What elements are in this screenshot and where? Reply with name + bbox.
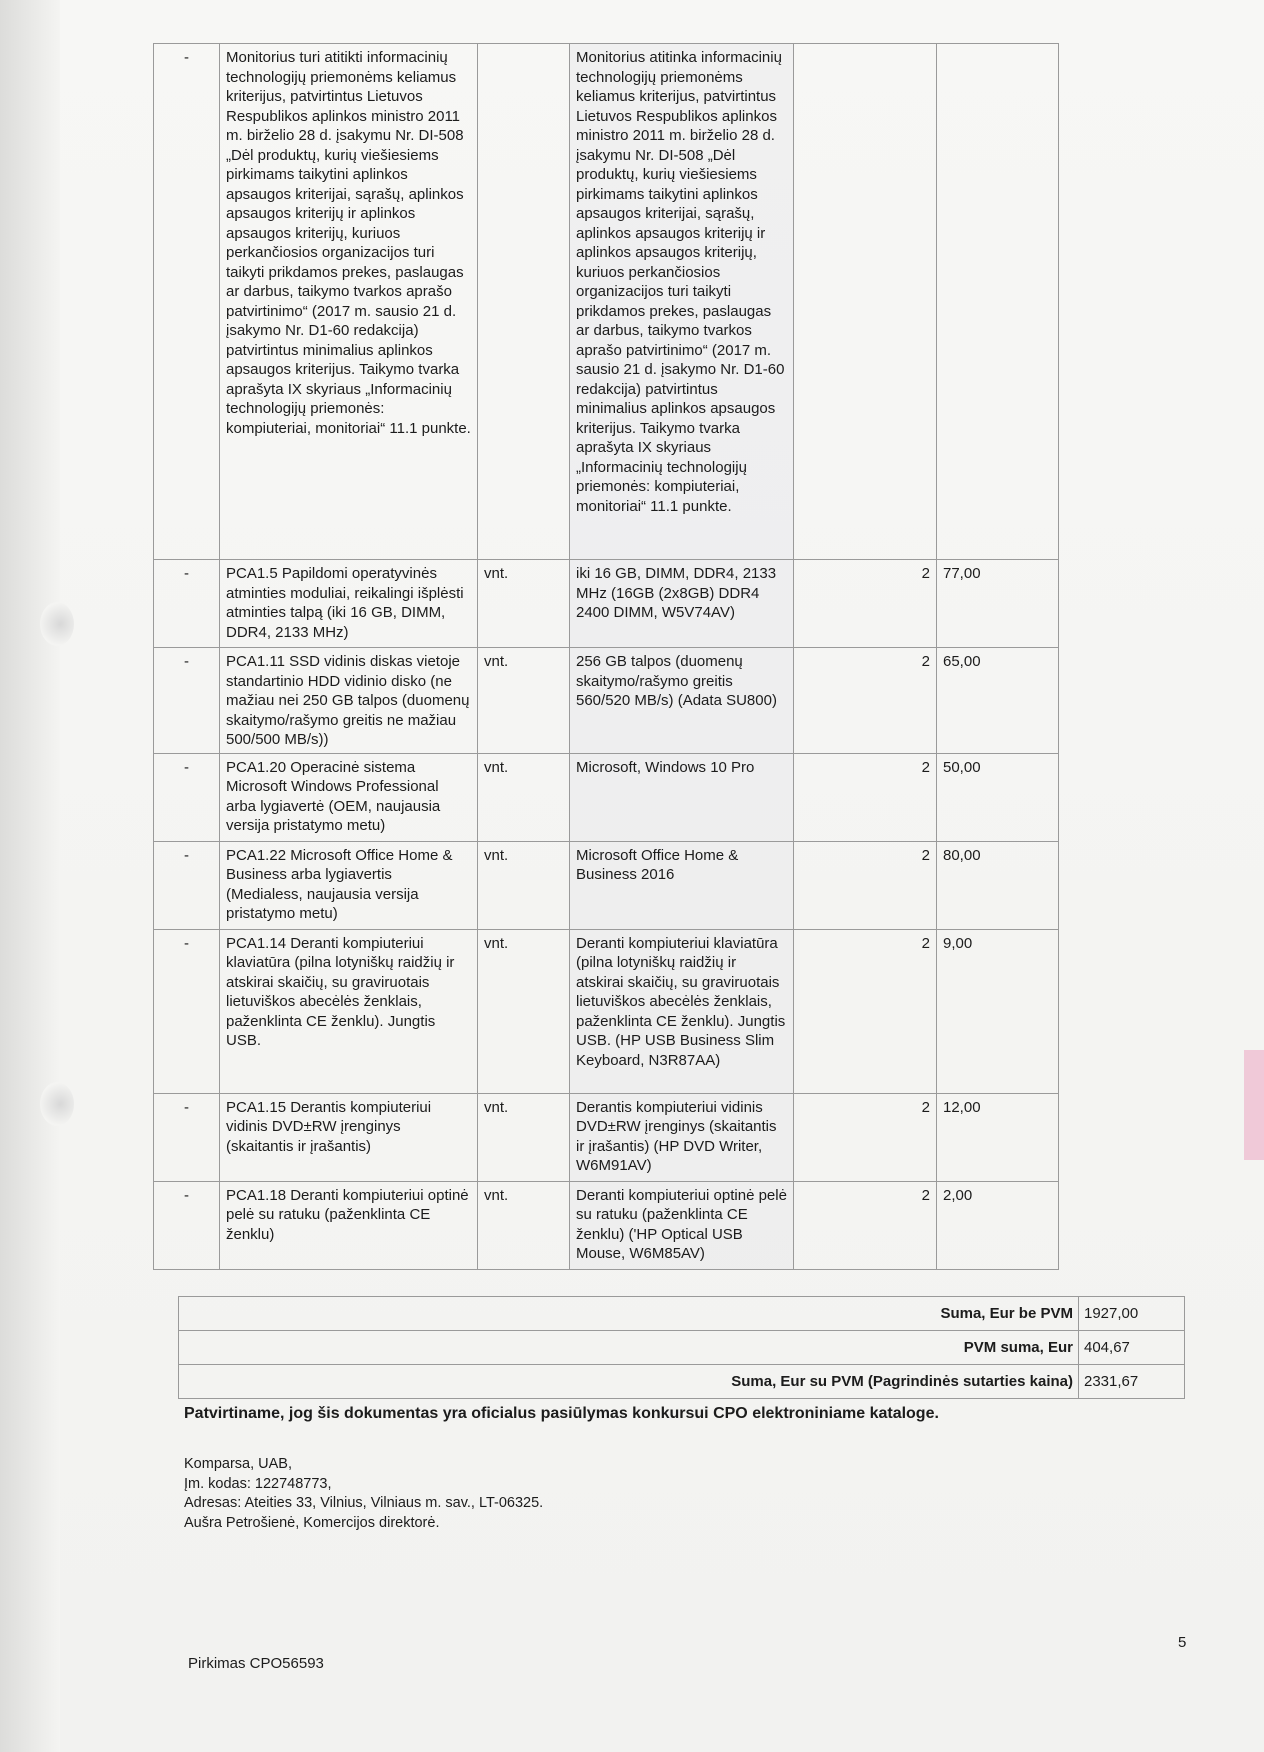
price-cell: 65,00 — [937, 648, 1059, 754]
table-row — [154, 44, 1059, 560]
unit-cell: vnt. — [478, 1181, 570, 1269]
quantity-cell: 2 — [794, 560, 937, 648]
requirement-cell: PCA1.14 Deranti kompiuteriui klaviatūra (pilna lotyniškų raidžių ir atskirai skaičių, su graviruotais lietuviškos abecėlės ženklais, paženklinta CE ženklu). Jungtis USB. — [220, 929, 478, 1093]
unit-cell: vnt. — [478, 560, 570, 648]
company-address: Adresas: Ateities 33, Vilnius, Vilniaus m. sav., LT-06325. — [184, 1495, 544, 1511]
total-row — [179, 1331, 1185, 1365]
page-number: 5 — [1178, 1634, 1187, 1651]
company-signatory: Aušra Petrošienė, Komercijos direktorė. — [184, 1514, 440, 1531]
requirement-cell: PCA1.5 Papildomi operatyvinės atminties moduliai, reikalingi išplėsti atminties talpą (iki 16 GB, DIMM, DDR4, 2133 MHz) — [220, 560, 478, 648]
requirement-cell: PCA1.20 Operacinė sistema Microsoft Windows Professional arba lygiavertė (OEM, naujausia versija pristatymo metu) — [220, 753, 478, 841]
requirement-cell: PCA1.11 SSD vidinis diskas vietoje standartinio HDD vidinio disko (ne mažiau nei 250 GB talpos (duomenų skaitymo/rašymo greitis ne mažiau 500/500 MB/s)) — [220, 648, 478, 754]
quantity-cell: 2 — [794, 841, 937, 929]
quantity-cell: 2 — [794, 929, 937, 1093]
price-cell — [937, 44, 1059, 560]
offer-cell: Deranti kompiuteriui klaviatūra (pilna lotyniškų raidžių ir atskirai skaičių, su graviruotais lietuviškos abecėlės ženklais, paženklinta CE ženklu). Jungtis USB. (HP USB Business Slim Keyboard, N3R87AA) — [570, 929, 794, 1093]
total-row — [179, 1365, 1185, 1399]
row-marker: - — [154, 560, 220, 648]
total-value: 1927,00 — [1079, 1297, 1185, 1331]
confirmation-statement: Patvirtiname, jog šis dokumentas yra oficialus pasiūlymas konkursui CPO elektroniniame kataloge. — [184, 1405, 939, 1422]
requirement-cell: PCA1.22 Microsoft Office Home & Business arba lygiavertis (Medialess, naujausia versija pristatymo metu) — [220, 841, 478, 929]
unit-cell: vnt. — [478, 753, 570, 841]
offer-items-table — [153, 43, 1059, 1270]
quantity-cell: 2 — [794, 1093, 937, 1181]
price-cell: 50,00 — [937, 753, 1059, 841]
unit-cell: vnt. — [478, 1093, 570, 1181]
row-marker: - — [154, 841, 220, 929]
requirement-cell: PCA1.15 Derantis kompiuteriui vidinis DVD±RW įrenginys (skaitantis ir įrašantis) — [220, 1093, 478, 1181]
total-row — [179, 1297, 1185, 1331]
offer-cell: 256 GB talpos (duomenų skaitymo/rašymo greitis 560/520 MB/s) (Adata SU800) — [570, 648, 794, 754]
table-row — [154, 648, 1059, 754]
company-code: Įm. kodas: 122748773, — [184, 1475, 332, 1492]
offer-cell: Microsoft Office Home & Business 2016 — [570, 841, 794, 929]
price-cell: 9,00 — [937, 929, 1059, 1093]
table-row — [154, 1093, 1059, 1181]
unit-cell — [478, 44, 570, 560]
price-cell: 12,00 — [937, 1093, 1059, 1181]
offer-cell: Monitorius atitinka informacinių technologijų priemonėms keliamus kriterijus, patvirtintus Lietuvos Respublikos aplinkos ministro 2011 m. birželio 28 d. įsakymu Nr. DI-508 „Dėl produktų, kurių viešiesiems pirkimams taikytini aplinkos apsaugos kriterijai, sąrašų, aplinkos apsaugos kriterijų ir aplinkos apsaugos kriterijų, kuriuos perkančiosios organizacijos turi taikyti prikdamos prekes, paslaugas ar darbus, taikymo tvarkos aprašo patvirtinimo“ (2017 m. sausio 21 d. įsakymo Nr. D1-60 redakcija) patvirtintus minimalius aplinkos apsaugos kriterijus. Taikymo tvarka aprašyta IX skyriaus „Informacinių technologijų priemonės: kompiuteriai, monitoriai“ 11.1 punkte. — [570, 44, 794, 560]
punch-hole — [40, 1082, 74, 1126]
total-label: Suma, Eur su PVM (Pagrindinės sutarties kaina) — [179, 1365, 1079, 1399]
total-label: PVM suma, Eur — [179, 1331, 1079, 1365]
price-cell: 2,00 — [937, 1181, 1059, 1269]
row-marker: - — [154, 44, 220, 560]
unit-cell: vnt. — [478, 841, 570, 929]
totals-table — [178, 1296, 1185, 1399]
quantity-cell — [794, 44, 937, 560]
requirement-cell: Monitorius turi atitikti informacinių technologijų priemonėms keliamus kriterijus, patvirtintus Lietuvos Respublikos aplinkos ministro 2011 m. birželio 28 d. įsakymu Nr. DI-508 „Dėl produktų, kurių viešiesiems pirkimams taikytini aplinkos apsaugos kriterijai, sąrašų, aplinkos apsaugos kriterijų ir aplinkos apsaugos kriterijų, kuriuos perkančiosios organizacijos turi taikyti prikdamos prekes, paslaugas ar darbus, taikymo tvarkos aprašo patvirtinimo“ (2017 m. sausio 21 d. įsakymo Nr. D1-60 redakcija) patvirtintus minimalius aplinkos apsaugos kriterijus. Taikymo tvarka aprašyta IX skyriaus „Informacinių technologijų priemonės: kompiuteriai, monitoriai“ 11.1 punkte. — [220, 44, 478, 560]
table-row — [154, 753, 1059, 841]
company-details — [184, 1455, 543, 1533]
table-row — [154, 1181, 1059, 1269]
table-row — [154, 841, 1059, 929]
table-row — [154, 929, 1059, 1093]
table-row — [154, 560, 1059, 648]
scan-margin-shadow — [0, 0, 60, 1752]
offer-cell: Derantis kompiuteriui vidinis DVD±RW įrenginys (skaitantis ir įrašantis) (HP DVD Writer, W6M91AV) — [570, 1093, 794, 1181]
unit-cell: vnt. — [478, 648, 570, 754]
offer-cell: Deranti kompiuteriui optinė pelė su ratuku (paženklinta CE ženklu) ('HP Optical USB Mouse, W6M85AV) — [570, 1181, 794, 1269]
total-value: 404,67 — [1079, 1331, 1185, 1365]
row-marker: - — [154, 1093, 220, 1181]
requirement-cell: PCA1.18 Deranti kompiuteriui optinė pelė su ratuku (paženklinta CE ženklu) — [220, 1181, 478, 1269]
row-marker: - — [154, 929, 220, 1093]
offer-cell: iki 16 GB, DIMM, DDR4, 2133 MHz (16GB (2x8GB) DDR4 2400 DIMM, W5V74AV) — [570, 560, 794, 648]
punch-hole — [40, 602, 74, 646]
row-marker: - — [154, 648, 220, 754]
quantity-cell: 2 — [794, 648, 937, 754]
unit-cell: vnt. — [478, 929, 570, 1093]
row-marker: - — [154, 1181, 220, 1269]
price-cell: 80,00 — [937, 841, 1059, 929]
quantity-cell: 2 — [794, 753, 937, 841]
row-marker: - — [154, 753, 220, 841]
company-name: Komparsa, UAB, — [184, 1456, 292, 1472]
purchase-reference: Pirkimas CPO56593 — [188, 1655, 324, 1672]
sticky-tab — [1244, 1050, 1264, 1160]
total-label: Suma, Eur be PVM — [179, 1297, 1079, 1331]
offer-cell: Microsoft, Windows 10 Pro — [570, 753, 794, 841]
total-value: 2331,67 — [1079, 1365, 1185, 1399]
price-cell: 77,00 — [937, 560, 1059, 648]
quantity-cell: 2 — [794, 1181, 937, 1269]
